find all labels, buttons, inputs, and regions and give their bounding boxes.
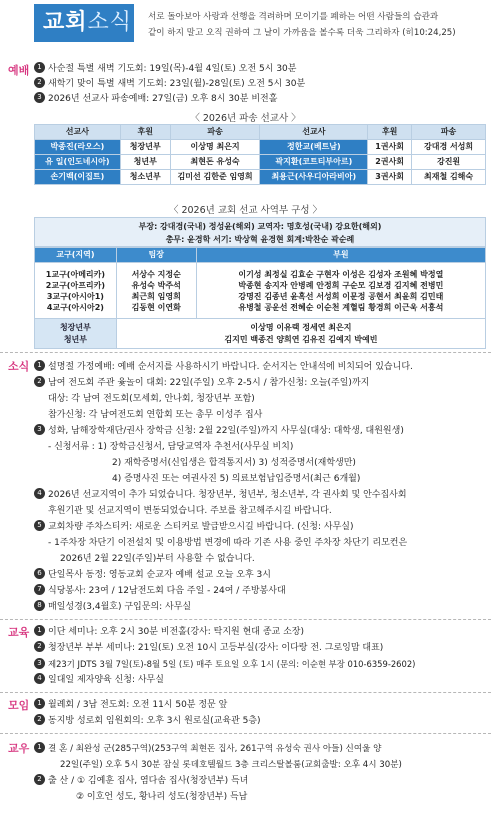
number-icon: 1 xyxy=(34,62,45,73)
news-item xyxy=(34,585,286,597)
table-cell: 청장년부 xyxy=(120,140,170,155)
number-icon: 6 xyxy=(34,568,45,579)
number-icon: 3 xyxy=(34,92,45,103)
members-item xyxy=(34,775,248,787)
column-header: 후원 xyxy=(120,125,170,140)
title-sub: 소식 xyxy=(87,10,133,35)
org-officers xyxy=(34,217,486,247)
table-header-row xyxy=(35,125,486,140)
member-row: 유병철 공운선 전혜순 이순천 계혈림 황경희 이근욱 서흥석 xyxy=(238,302,444,312)
table-row xyxy=(35,170,486,185)
column-header: 파송 xyxy=(412,125,486,140)
news-text: 설명절 가정예배: 예배 순서지를 사용하시기 바랍니다. 순서지는 안내석에 비치되어 있습니다. xyxy=(48,362,413,372)
districts-cell xyxy=(35,263,117,319)
news-item xyxy=(34,425,404,437)
worship-item xyxy=(34,93,277,105)
member-row: 이기성 최정실 김효순 구현자 이성은 김성자 조원혜 박정열 xyxy=(238,269,444,279)
leaders-cell xyxy=(116,263,196,319)
worship-label: 예배 xyxy=(8,64,30,77)
education-item xyxy=(34,642,383,654)
table-cell: 곽지환(코트티부아르) xyxy=(260,155,368,170)
number-icon: 5 xyxy=(34,520,45,531)
number-icon: 1 xyxy=(34,360,45,371)
number-icon: 1 xyxy=(34,625,45,636)
number-icon: 2 xyxy=(34,77,45,88)
section-title xyxy=(34,4,134,42)
table-cell: 청소년부 xyxy=(120,170,170,185)
column-header: 파송 xyxy=(170,125,260,140)
news-item xyxy=(34,521,354,533)
worship-item-text: 2026년 선교사 파송예배: 27일(금) 오후 8시 30분 비전홀 xyxy=(48,94,278,104)
table-cell: 1권사회 xyxy=(368,140,412,155)
number-icon: 2 xyxy=(34,641,45,652)
member-row: 강명진 김종년 윤혹선 서성희 이문정 공현서 최윤희 김민태 xyxy=(238,291,444,301)
table-cell: 유 일(인도네시아) xyxy=(35,155,121,170)
worship-item xyxy=(34,78,305,90)
news-text: 2026년 선교지역이 추가 되었습니다. 청장년부, 청년부, 청소년부, 각 권사회 및 안수집사회 xyxy=(48,490,407,500)
district: 4교구(아시아2) xyxy=(46,302,104,312)
leader: 서상수 지정순 xyxy=(131,269,181,279)
news-subline: 참가신청: 각 남여전도회 연합회 또는 총무 이성주 집사 xyxy=(48,410,263,420)
missionary-caption: 〈 2026년 파송 선교사 〉 xyxy=(190,113,301,124)
number-icon: 2 xyxy=(34,774,45,785)
column-header: 선교사 xyxy=(260,125,368,140)
youth-cell xyxy=(35,319,117,349)
education-item xyxy=(34,626,304,638)
news-subline: 2026년 2월 22일(주일)부터 사용할 수 없습니다. xyxy=(60,554,255,564)
youth-label: 청년부 xyxy=(63,334,87,344)
table-cell: 최현돈 유성숙 xyxy=(170,155,260,170)
members-text: 출 산 / ① 김예훈 집사, 염다솜 집사(청장년부) 득녀 xyxy=(48,776,249,786)
news-text: 남여 전도회 주관 윷놀이 대회: 22일(주일) 오후 2-5시 / 참가신청: 오늘(주일)까지 xyxy=(48,378,370,388)
number-icon: 4 xyxy=(34,673,45,684)
leader: 유성숙 박주석 xyxy=(131,280,181,290)
news-subline: 후원기관 및 선교지역이 변동되었습니다. 주보를 참고해주시길 바랍니다. xyxy=(48,506,332,516)
news-text: 단일목사 동정: 영동교회 순교자 예배 설교 오늘 오후 3시 xyxy=(48,570,271,580)
table-row xyxy=(35,140,486,155)
education-item xyxy=(34,674,164,686)
meeting-text: 동지방 성로회 임원회의: 오후 3시 원로실(교육관 5층) xyxy=(48,716,261,726)
district: 2교구(아프리카) xyxy=(45,280,106,290)
meeting-item xyxy=(34,699,227,711)
news-item xyxy=(34,569,271,581)
news-text: 식당봉사: 23여 / 12남전도회 다음 주일 - 24여 / 주방봉사대 xyxy=(48,586,286,596)
verse-line: 같이 하지 말고 오직 권하여 그 날이 가까움을 볼수록 더욱 그리하자 (히10:24,25) xyxy=(148,28,456,38)
officers-line: 부장: 강대경(국내) 정성윤(해외) 교역자: 명호성(국내) 강요한(해외) xyxy=(138,222,382,231)
news-item xyxy=(34,377,369,389)
divider xyxy=(0,733,491,734)
table-cell: 최재철 김해숙 xyxy=(412,170,486,185)
news-item xyxy=(34,361,413,373)
leader: 최근희 임영희 xyxy=(131,291,181,301)
table-header-row xyxy=(35,248,486,263)
members-text: 결 혼 / 최완성 군(285구역)(253구역 최현돈 집사, 261구역 유성숙 권사 아들) 신여울 양 xyxy=(48,744,382,754)
divider xyxy=(0,352,491,353)
education-label: 교육 xyxy=(8,626,30,639)
verse-line: 서로 돌아보아 사랑과 선행을 격려하며 모이기를 폐하는 어떤 사람들의 습관과 xyxy=(148,12,439,22)
org-table xyxy=(34,247,486,349)
news-subline: - 1주차장 차단기 이전설치 및 이용방법 변경에 따라 기존 사용 중인 주차장 차단기 리모컨은 xyxy=(48,538,408,548)
members-label: 교우 xyxy=(8,742,30,755)
youth-members: 이상명 이유랙 정세연 최은지 xyxy=(250,322,352,332)
number-icon: 4 xyxy=(34,488,45,499)
meeting-item xyxy=(34,715,261,727)
table-cell: 3권사회 xyxy=(368,170,412,185)
table-cell: 박종진(라오스) xyxy=(35,140,121,155)
members-subline: 22일(주일) 오후 5시 30분 잠실 롯데호텔월드 3층 크리스탈볼룸(교회출발: 오후 4시 30분) xyxy=(60,760,402,770)
page-header xyxy=(0,0,491,52)
news-subline: - 신청서류 : 1) 장학금신청서, 담당교역자 추천서(사무실 비치) xyxy=(48,442,294,452)
education-item xyxy=(34,658,415,670)
table-cell: 청년부 xyxy=(120,155,170,170)
number-icon: 1 xyxy=(34,742,45,753)
members-cell xyxy=(196,263,485,319)
news-item xyxy=(34,489,407,501)
education-text: 청장년부 부부 세미나: 21일(토) 오전 10시 고등부실(강사: 이다랑 전. 그로잉맘 대표) xyxy=(48,643,384,653)
table-cell: 손기백(이집트) xyxy=(35,170,121,185)
news-text: 매일성경(3,4월호) 구입문의: 사무실 xyxy=(48,602,192,612)
column-header: 선교사 xyxy=(35,125,121,140)
org-caption: 〈 2026년 교회 선교 사역부 구성 〉 xyxy=(168,205,323,216)
divider xyxy=(0,619,491,620)
number-icon: 3 xyxy=(34,424,45,435)
column-header: 부원 xyxy=(196,248,485,263)
table-row xyxy=(35,263,486,319)
news-subline: 4) 증명사진 또는 여권사진 5) 의료보험납입증명서(최근 6개월) xyxy=(112,474,361,484)
title-main: 교회 xyxy=(43,10,88,35)
news-label: 소식 xyxy=(8,360,30,373)
youth-members: 김지민 백종건 양희연 김유진 김예지 박예빈 xyxy=(224,334,378,344)
table-cell: 김미선 김한준 임영희 xyxy=(170,170,260,185)
news-subline: 대상: 각 남여 전도회(모세회, 안나회, 청장년부 포함) xyxy=(48,394,255,404)
meeting-label: 모임 xyxy=(8,699,30,712)
number-icon: 8 xyxy=(34,600,45,611)
members-item xyxy=(34,743,381,755)
table-cell: 최용근(사우디아라비아) xyxy=(260,170,368,185)
divider xyxy=(0,692,491,693)
number-icon: 2 xyxy=(34,714,45,725)
table-cell: 강대경 서성희 xyxy=(412,140,486,155)
officers-line: 총무: 윤경학 서기: 박상혁 윤경현 회계:박찬순 곽순례 xyxy=(165,235,355,244)
missionary-table xyxy=(34,124,486,185)
worship-item-text: 사순절 특별 새벽 기도회: 19일(목)-4월 4일(토) 오전 5시 30분 xyxy=(48,64,297,74)
table-cell: 정한교(베트남) xyxy=(260,140,368,155)
number-icon: 7 xyxy=(34,584,45,595)
meeting-text: 월례회 / 3남 전도회: 오전 11시 50분 정문 앞 xyxy=(48,700,228,710)
education-text: 제23기 JDTS 3월 7일(토)-8월 5일 (토) 매주 토요일 오후 1시 (문의: 이순현 부장 010-6359-2602) xyxy=(48,659,416,669)
youth-label: 청장년부 xyxy=(59,322,91,332)
number-icon: 3 xyxy=(34,658,45,669)
news-item xyxy=(34,601,191,613)
youth-members-cell xyxy=(116,319,485,349)
worship-item-text: 새학기 맞이 특별 새벽 기도회: 23일(월)-28일(토) 오전 5시 30분 xyxy=(48,79,306,89)
education-text: 일대일 제자양육 신청: 사무실 xyxy=(48,675,164,685)
number-icon: 1 xyxy=(34,698,45,709)
bible-verse xyxy=(148,9,488,41)
worship-item xyxy=(34,63,296,75)
number-icon: 2 xyxy=(34,376,45,387)
news-text: 성화, 남해장학재단/권사 장학금 신청: 2월 22일(주일)까지 사무실(대상: 대학생, 대원원생) xyxy=(48,426,404,436)
table-row xyxy=(35,155,486,170)
column-header: 후원 xyxy=(368,125,412,140)
column-header: 교구(지역) xyxy=(35,248,117,263)
table-row xyxy=(35,319,486,349)
column-header: 팀장 xyxy=(116,248,196,263)
table-cell: 2권사회 xyxy=(368,155,412,170)
district: 3교구(아시아1) xyxy=(46,291,104,301)
leader: 김동현 이연화 xyxy=(131,302,181,312)
news-subline: 2) 재학증명서(신입생은 합격통지서) 3) 성적증명서(재학생만) xyxy=(112,458,356,468)
member-row: 박종현 송지자 안병례 안정희 구순모 김보경 김지혜 전병민 xyxy=(238,280,444,290)
education-text: 이단 세미나: 오후 2시 30분 비전홀(강사: 탁지원 현대 종교 소장) xyxy=(48,627,304,637)
table-cell: 이상명 최은지 xyxy=(170,140,260,155)
members-subline: ② 이호언 성도, 황나리 성도(청장년부) 득남 xyxy=(76,792,248,802)
news-text: 교회차량 주차스티커: 새로운 스티커로 발급받으시길 바랍니다. (신청: 사무실) xyxy=(48,522,354,532)
table-cell: 강진원 xyxy=(412,155,486,170)
district: 1교구(아메리카) xyxy=(45,269,106,279)
